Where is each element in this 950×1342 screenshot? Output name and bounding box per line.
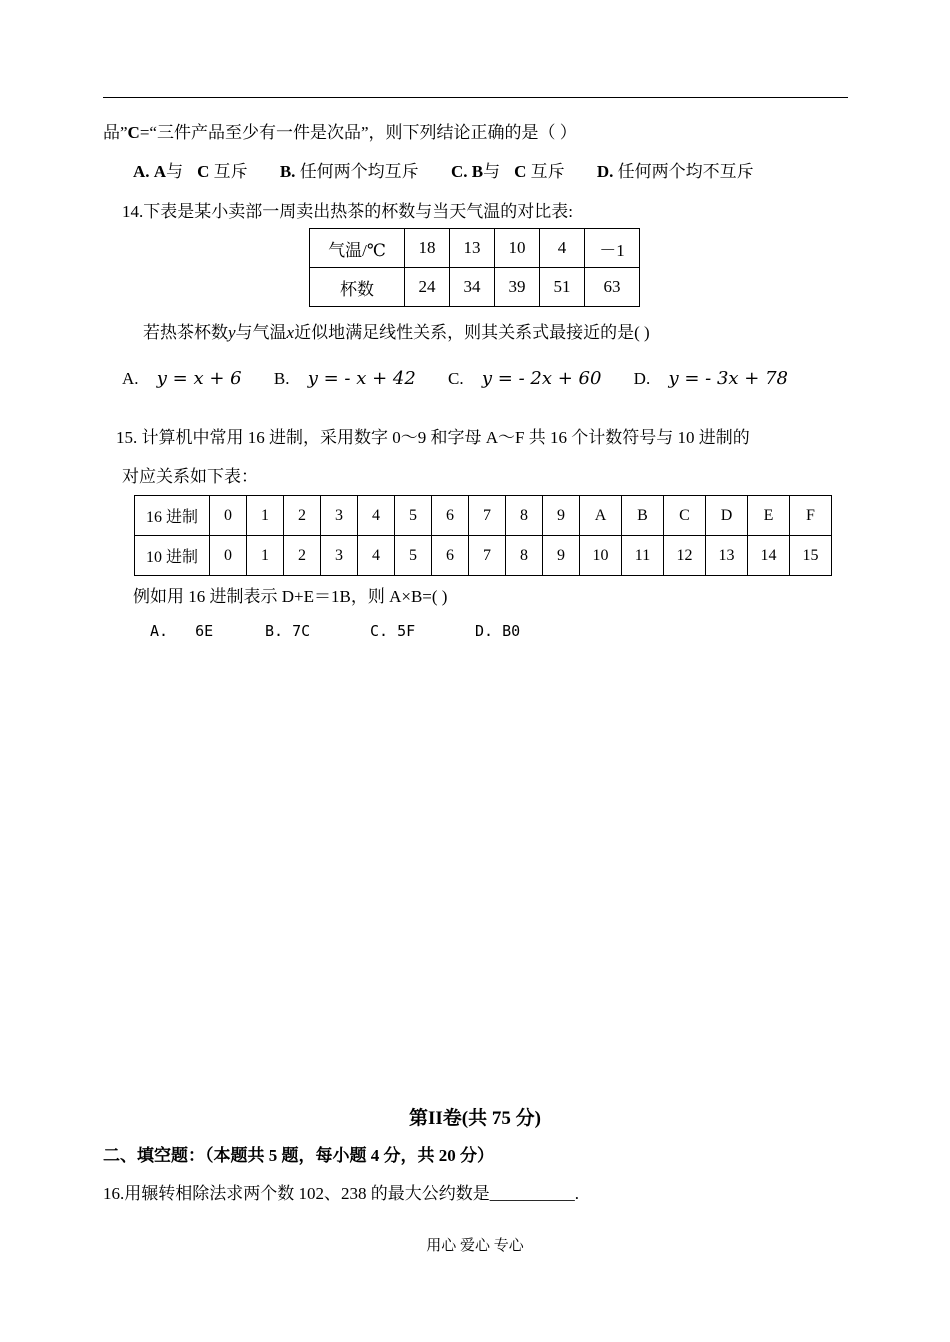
q13-option-b: B. 任何两个均互斥: [279, 162, 419, 181]
table-cell: 24: [405, 268, 450, 307]
table-row: [135, 496, 832, 536]
q14-option-d: D. y = - 3x + 78: [633, 368, 788, 389]
table-cell: 2: [284, 496, 321, 536]
q14-stem: 14.下表是某小卖部一周卖出热茶的杯数与当天气温的对比表:: [122, 202, 573, 221]
table-cell: 39: [495, 268, 540, 307]
q15-option-b: B. 7C: [265, 622, 311, 640]
table-cell: 7: [469, 496, 506, 536]
table-cell: 8: [506, 536, 543, 576]
q14-question: 若热茶杯数y与气温x近似地满足线性关系，则其关系式最接近的是( ): [143, 323, 650, 342]
table-cell: 9: [543, 536, 580, 576]
table-row: [135, 536, 832, 576]
q14-options: [122, 368, 816, 389]
table-cell: 10: [495, 229, 540, 268]
table-cell: A: [580, 496, 622, 536]
var-y: y: [228, 323, 236, 342]
table-cell: 2: [284, 536, 321, 576]
table-cell: 4: [540, 229, 585, 268]
table-cell: 14: [748, 536, 790, 576]
table-header-cell: 气温/℃: [310, 229, 405, 268]
q13-prefix: 品”: [103, 123, 128, 142]
q15-example: 例如用 16 进制表示 D+E＝1B，则 A×B=( ): [133, 587, 448, 606]
table-cell: 11: [622, 536, 664, 576]
table-cell: 8: [506, 496, 543, 536]
var-x: x: [286, 323, 295, 342]
table-cell: F: [790, 496, 832, 536]
table-header-cell: 16 进制: [135, 496, 210, 536]
table-cell: 6: [432, 536, 469, 576]
table-cell: 18: [405, 229, 450, 268]
table-cell: 9: [543, 496, 580, 536]
table-cell: E: [748, 496, 790, 536]
q14-option-b: B. y = - x + 42: [273, 368, 416, 389]
table-cell: B: [622, 496, 664, 536]
table-cell: 10: [580, 536, 622, 576]
table-cell: 0: [210, 536, 247, 576]
q13-options: [133, 157, 782, 182]
q14-option-a: A. y = x + 6: [122, 368, 242, 389]
table-cell: 12: [664, 536, 706, 576]
q15-stem-line1: 15. 计算机中常用 16 进制，采用数字 0～9 和字母 A～F 共 16 个计数符号与 10 进制的: [116, 428, 750, 447]
q13-option-c: C. B与 C 互斥: [450, 162, 565, 181]
table-cell: 6: [432, 496, 469, 536]
table-header-cell: 杯数: [310, 268, 405, 307]
header-rule: [103, 97, 848, 98]
table-header-cell: 10 进制: [135, 536, 210, 576]
table-cell: 13: [706, 536, 748, 576]
q13-text: =“三件产品至少有一件是次品”，则下列结论正确的是（ ）: [139, 123, 577, 142]
table-row: [310, 268, 640, 307]
q15-option-a: A. 6E: [150, 622, 214, 640]
table-cell: 1: [247, 536, 284, 576]
q15-option-c: C. 5F: [370, 622, 416, 640]
q13-option-d: D. 任何两个均不互斥: [596, 162, 754, 181]
q13-option-a: A. A与 C 互斥: [133, 162, 248, 181]
q14-table: [309, 228, 640, 307]
table-cell: 3: [321, 536, 358, 576]
page-footer: 用心 爱心 专心: [426, 1238, 524, 1254]
section2-heading: 二、填空题：（本题共 5 题，每小题 4 分，共 20 分）: [103, 1146, 494, 1165]
table-cell: 5: [395, 496, 432, 536]
table-row: [310, 229, 640, 268]
table-cell: 7: [469, 536, 506, 576]
table-cell: －1: [585, 229, 640, 268]
q14-option-c: C. y = - 2x + 60: [448, 368, 602, 389]
table-cell: 3: [321, 496, 358, 536]
q15-table: [134, 495, 832, 576]
q15-option-d: D. B0: [475, 622, 521, 640]
table-cell: C: [664, 496, 706, 536]
table-cell: D: [706, 496, 748, 536]
q15-stem-line2: 对应关系如下表：: [122, 467, 258, 486]
q13-c-label: C: [127, 123, 140, 142]
section2-title: 第II卷(共 75 分): [409, 1108, 541, 1129]
table-cell: 15: [790, 536, 832, 576]
q16-question: 16.用辗转相除法求两个数 102、238 的最大公约数是__________.: [103, 1184, 579, 1203]
q13-continuation: [103, 118, 577, 143]
table-cell: 63: [585, 268, 640, 307]
table-cell: 0: [210, 496, 247, 536]
table-cell: 34: [450, 268, 495, 307]
table-cell: 13: [450, 229, 495, 268]
table-cell: 5: [395, 536, 432, 576]
table-cell: 51: [540, 268, 585, 307]
q15-options: [150, 622, 520, 640]
table-cell: 1: [247, 496, 284, 536]
table-cell: 4: [358, 536, 395, 576]
table-cell: 4: [358, 496, 395, 536]
